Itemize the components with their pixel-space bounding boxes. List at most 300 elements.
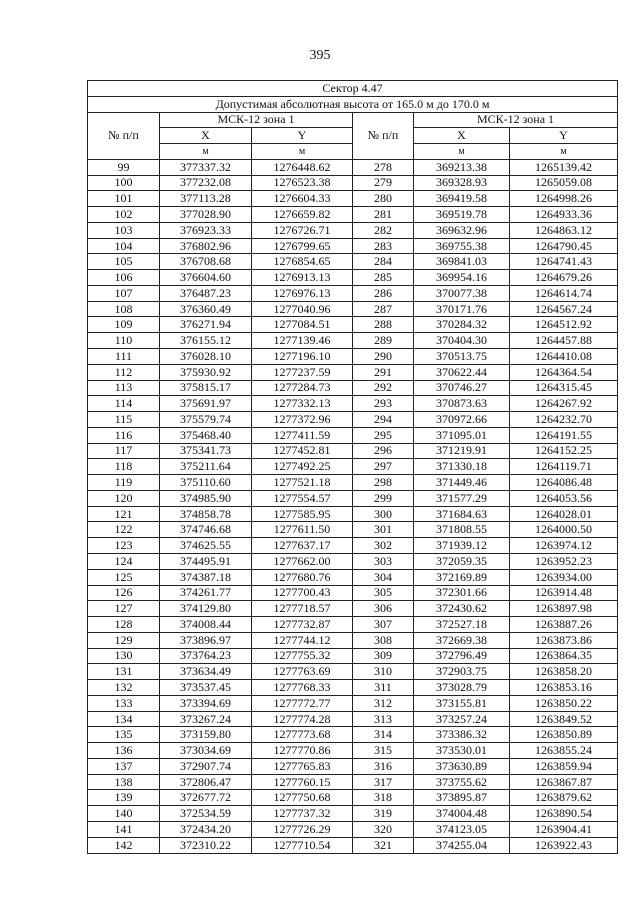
y-value-left: 1277084.51 xyxy=(252,317,353,333)
y-value-left: 1277744.12 xyxy=(252,632,353,648)
y-value-right: 1263952.23 xyxy=(510,553,618,569)
x-value-left: 374746.68 xyxy=(160,522,252,538)
y-value-left: 1276976.13 xyxy=(252,285,353,301)
x-value-left: 376487.23 xyxy=(160,285,252,301)
table-row xyxy=(88,317,618,333)
point-number-left: 135 xyxy=(88,727,160,743)
x-value-right: 372059.35 xyxy=(414,553,510,569)
y-value-left: 1277411.59 xyxy=(252,427,353,443)
x-value-left: 372434.20 xyxy=(160,821,252,837)
unit-x-right: м xyxy=(414,144,510,160)
point-number-right: 298 xyxy=(353,475,414,491)
point-number-left: 118 xyxy=(88,459,160,475)
point-number-left: 103 xyxy=(88,222,160,238)
unit-y-right: м xyxy=(510,144,618,160)
point-number-left: 129 xyxy=(88,632,160,648)
point-number-left: 99 xyxy=(88,159,160,175)
num-header-right: № п/п xyxy=(353,112,414,159)
y-value-right: 1264790.45 xyxy=(510,238,618,254)
y-value-right: 1263853.16 xyxy=(510,680,618,696)
x-value-right: 373028.79 xyxy=(414,680,510,696)
x-header-left: X xyxy=(160,128,252,144)
system-header-left: МСК-12 зона 1 xyxy=(160,112,353,128)
x-value-left: 376923.33 xyxy=(160,222,252,238)
point-number-left: 112 xyxy=(88,364,160,380)
table-row xyxy=(88,617,618,633)
x-header-right: X xyxy=(414,128,510,144)
y-value-left: 1277750.68 xyxy=(252,790,353,806)
point-number-right: 306 xyxy=(353,601,414,617)
table-row xyxy=(88,490,618,506)
x-value-right: 373257.24 xyxy=(414,711,510,727)
y-value-left: 1277492.25 xyxy=(252,459,353,475)
x-value-left: 375691.97 xyxy=(160,396,252,412)
y-header-right: Y xyxy=(510,128,618,144)
y-value-right: 1263934.00 xyxy=(510,569,618,585)
table-row xyxy=(88,522,618,538)
point-number-left: 109 xyxy=(88,317,160,333)
point-number-left: 138 xyxy=(88,774,160,790)
point-number-right: 319 xyxy=(353,806,414,822)
x-value-left: 377232.08 xyxy=(160,175,252,191)
x-value-left: 372907.74 xyxy=(160,758,252,774)
point-number-left: 111 xyxy=(88,349,160,365)
point-number-left: 106 xyxy=(88,270,160,286)
point-number-left: 130 xyxy=(88,648,160,664)
y-value-right: 1264053.56 xyxy=(510,490,618,506)
x-value-left: 375930.92 xyxy=(160,364,252,380)
y-value-right: 1265059.08 xyxy=(510,175,618,191)
y-value-right: 1263922.43 xyxy=(510,837,618,853)
table-row xyxy=(88,648,618,664)
x-value-left: 374387.18 xyxy=(160,569,252,585)
point-number-right: 288 xyxy=(353,317,414,333)
y-value-right: 1263974.12 xyxy=(510,538,618,554)
y-value-right: 1263904.41 xyxy=(510,821,618,837)
table-row xyxy=(88,758,618,774)
y-value-right: 1263914.48 xyxy=(510,585,618,601)
point-number-right: 292 xyxy=(353,380,414,396)
point-number-left: 114 xyxy=(88,396,160,412)
x-value-left: 374985.90 xyxy=(160,490,252,506)
y-value-left: 1277680.76 xyxy=(252,569,353,585)
point-number-left: 128 xyxy=(88,617,160,633)
point-number-right: 289 xyxy=(353,333,414,349)
y-value-right: 1263864.35 xyxy=(510,648,618,664)
point-number-right: 297 xyxy=(353,459,414,475)
point-number-right: 314 xyxy=(353,727,414,743)
point-number-right: 283 xyxy=(353,238,414,254)
y-value-right: 1264614.74 xyxy=(510,285,618,301)
point-number-right: 312 xyxy=(353,695,414,711)
x-value-left: 374495.91 xyxy=(160,553,252,569)
x-value-right: 371219.91 xyxy=(414,443,510,459)
x-value-left: 372677.72 xyxy=(160,790,252,806)
table-row xyxy=(88,396,618,412)
point-number-left: 131 xyxy=(88,664,160,680)
table-row xyxy=(88,443,618,459)
x-value-left: 377337.32 xyxy=(160,159,252,175)
table-row xyxy=(88,191,618,207)
y-value-left: 1276799.65 xyxy=(252,238,353,254)
y-value-left: 1277700.43 xyxy=(252,585,353,601)
x-value-right: 373895.87 xyxy=(414,790,510,806)
y-value-left: 1277237.59 xyxy=(252,364,353,380)
table-row xyxy=(88,538,618,554)
y-value-left: 1277726.29 xyxy=(252,821,353,837)
point-number-right: 320 xyxy=(353,821,414,837)
y-value-right: 1264998.26 xyxy=(510,191,618,207)
page-number: 395 xyxy=(309,48,331,63)
point-number-right: 318 xyxy=(353,790,414,806)
table-row xyxy=(88,711,618,727)
point-number-left: 105 xyxy=(88,254,160,270)
point-number-right: 280 xyxy=(353,191,414,207)
table-row xyxy=(88,790,618,806)
point-number-right: 295 xyxy=(353,427,414,443)
x-value-left: 373896.97 xyxy=(160,632,252,648)
y-value-left: 1276659.82 xyxy=(252,207,353,223)
x-value-left: 374008.44 xyxy=(160,617,252,633)
y-value-left: 1277772.77 xyxy=(252,695,353,711)
point-number-right: 303 xyxy=(353,553,414,569)
point-number-right: 305 xyxy=(353,585,414,601)
x-value-left: 376028.10 xyxy=(160,349,252,365)
point-number-left: 126 xyxy=(88,585,160,601)
x-value-right: 373386.32 xyxy=(414,727,510,743)
table-row xyxy=(88,601,618,617)
point-number-right: 287 xyxy=(353,301,414,317)
y-value-left: 1277768.33 xyxy=(252,680,353,696)
x-value-left: 373634.49 xyxy=(160,664,252,680)
y-value-left: 1277332.13 xyxy=(252,396,353,412)
table-row xyxy=(88,333,618,349)
y-value-left: 1277774.28 xyxy=(252,711,353,727)
y-value-right: 1263850.89 xyxy=(510,727,618,743)
y-value-right: 1263859.94 xyxy=(510,758,618,774)
point-number-right: 281 xyxy=(353,207,414,223)
table-row xyxy=(88,585,618,601)
table-row xyxy=(88,553,618,569)
point-number-left: 132 xyxy=(88,680,160,696)
point-number-right: 299 xyxy=(353,490,414,506)
table-row xyxy=(88,270,618,286)
x-value-left: 376155.12 xyxy=(160,333,252,349)
x-value-right: 370873.63 xyxy=(414,396,510,412)
y-value-right: 1264741.43 xyxy=(510,254,618,270)
point-number-left: 140 xyxy=(88,806,160,822)
point-number-left: 133 xyxy=(88,695,160,711)
point-number-right: 308 xyxy=(353,632,414,648)
x-value-left: 373394.69 xyxy=(160,695,252,711)
sector-title: Сектор 4.47 xyxy=(88,81,618,97)
x-value-left: 375110.60 xyxy=(160,475,252,491)
x-value-left: 375468.40 xyxy=(160,427,252,443)
x-value-right: 371684.63 xyxy=(414,506,510,522)
point-number-right: 278 xyxy=(353,159,414,175)
x-value-right: 369328.93 xyxy=(414,175,510,191)
system-header-right: МСК-12 зона 1 xyxy=(414,112,618,128)
x-value-left: 373764.23 xyxy=(160,648,252,664)
point-number-left: 116 xyxy=(88,427,160,443)
x-value-right: 370284.32 xyxy=(414,317,510,333)
x-value-left: 372534.59 xyxy=(160,806,252,822)
point-number-left: 142 xyxy=(88,837,160,853)
x-value-left: 375815.17 xyxy=(160,380,252,396)
point-number-right: 290 xyxy=(353,349,414,365)
x-value-right: 373755.62 xyxy=(414,774,510,790)
table-row xyxy=(88,238,618,254)
x-value-left: 377113.28 xyxy=(160,191,252,207)
point-number-right: 291 xyxy=(353,364,414,380)
y-value-right: 1264152.25 xyxy=(510,443,618,459)
point-number-left: 134 xyxy=(88,711,160,727)
point-number-right: 285 xyxy=(353,270,414,286)
table-row xyxy=(88,207,618,223)
x-value-left: 373034.69 xyxy=(160,743,252,759)
x-value-right: 372669.38 xyxy=(414,632,510,648)
point-number-right: 284 xyxy=(353,254,414,270)
y-value-right: 1264457.88 xyxy=(510,333,618,349)
y-value-left: 1277718.57 xyxy=(252,601,353,617)
x-value-left: 376360.49 xyxy=(160,301,252,317)
x-value-left: 373159.80 xyxy=(160,727,252,743)
point-number-right: 307 xyxy=(353,617,414,633)
y-value-left: 1277737.32 xyxy=(252,806,353,822)
table-row xyxy=(88,427,618,443)
table-row xyxy=(88,159,618,175)
point-number-left: 117 xyxy=(88,443,160,459)
y-value-left: 1277770.86 xyxy=(252,743,353,759)
num-header-left: № п/п xyxy=(88,112,160,159)
x-value-left: 375341.73 xyxy=(160,443,252,459)
x-value-right: 369519.78 xyxy=(414,207,510,223)
x-value-left: 374261.77 xyxy=(160,585,252,601)
y-value-left: 1276448.62 xyxy=(252,159,353,175)
y-value-right: 1263858.20 xyxy=(510,664,618,680)
coordinates-table xyxy=(87,80,618,854)
x-value-left: 375579.74 xyxy=(160,412,252,428)
y-value-left: 1277773.68 xyxy=(252,727,353,743)
point-number-left: 110 xyxy=(88,333,160,349)
point-number-right: 282 xyxy=(353,222,414,238)
x-value-right: 372527.18 xyxy=(414,617,510,633)
table-row xyxy=(88,632,618,648)
y-value-right: 1263879.62 xyxy=(510,790,618,806)
y-value-right: 1264086.48 xyxy=(510,475,618,491)
y-value-left: 1277284.73 xyxy=(252,380,353,396)
y-value-right: 1264315.45 xyxy=(510,380,618,396)
table-row xyxy=(88,412,618,428)
y-value-left: 1277760.15 xyxy=(252,774,353,790)
y-value-right: 1263890.54 xyxy=(510,806,618,822)
table-row xyxy=(88,301,618,317)
y-value-left: 1277040.96 xyxy=(252,301,353,317)
x-value-right: 369841.03 xyxy=(414,254,510,270)
point-number-right: 311 xyxy=(353,680,414,696)
point-number-right: 304 xyxy=(353,569,414,585)
x-value-right: 370622.44 xyxy=(414,364,510,380)
y-value-right: 1263897.98 xyxy=(510,601,618,617)
y-value-left: 1277611.50 xyxy=(252,522,353,538)
x-value-left: 374129.80 xyxy=(160,601,252,617)
y-value-left: 1277196.10 xyxy=(252,349,353,365)
table-row xyxy=(88,837,618,853)
x-value-right: 370404.30 xyxy=(414,333,510,349)
y-value-right: 1264232.70 xyxy=(510,412,618,428)
point-number-right: 279 xyxy=(353,175,414,191)
y-value-left: 1277732.87 xyxy=(252,617,353,633)
x-value-right: 372430.62 xyxy=(414,601,510,617)
y-value-left: 1277372.96 xyxy=(252,412,353,428)
point-number-left: 137 xyxy=(88,758,160,774)
table-row xyxy=(88,821,618,837)
point-number-right: 293 xyxy=(353,396,414,412)
x-value-right: 371577.29 xyxy=(414,490,510,506)
table-row xyxy=(88,680,618,696)
table-row xyxy=(88,175,618,191)
x-value-left: 374858.78 xyxy=(160,506,252,522)
x-value-left: 374625.55 xyxy=(160,538,252,554)
table-row xyxy=(88,806,618,822)
y-value-left: 1277139.46 xyxy=(252,333,353,349)
x-value-right: 373630.89 xyxy=(414,758,510,774)
y-value-right: 1264863.12 xyxy=(510,222,618,238)
point-number-right: 317 xyxy=(353,774,414,790)
x-value-right: 370077.38 xyxy=(414,285,510,301)
point-number-left: 101 xyxy=(88,191,160,207)
table-row xyxy=(88,774,618,790)
table-row xyxy=(88,364,618,380)
x-value-right: 371095.01 xyxy=(414,427,510,443)
x-value-right: 372903.75 xyxy=(414,664,510,680)
table-row xyxy=(88,349,618,365)
x-value-right: 374255.04 xyxy=(414,837,510,853)
x-value-right: 370171.76 xyxy=(414,301,510,317)
point-number-left: 136 xyxy=(88,743,160,759)
y-value-left: 1276523.38 xyxy=(252,175,353,191)
point-number-right: 302 xyxy=(353,538,414,554)
y-value-left: 1277452.81 xyxy=(252,443,353,459)
y-value-right: 1264000.50 xyxy=(510,522,618,538)
y-value-right: 1263850.22 xyxy=(510,695,618,711)
point-number-right: 315 xyxy=(353,743,414,759)
y-value-right: 1264567.24 xyxy=(510,301,618,317)
y-header-left: Y xyxy=(252,128,353,144)
point-number-left: 139 xyxy=(88,790,160,806)
table-row xyxy=(88,222,618,238)
x-value-right: 371449.46 xyxy=(414,475,510,491)
x-value-right: 374123.05 xyxy=(414,821,510,837)
point-number-right: 310 xyxy=(353,664,414,680)
x-value-left: 376708.68 xyxy=(160,254,252,270)
x-value-left: 372310.22 xyxy=(160,837,252,853)
x-value-right: 371939.12 xyxy=(414,538,510,554)
point-number-left: 141 xyxy=(88,821,160,837)
y-value-left: 1277765.83 xyxy=(252,758,353,774)
point-number-left: 125 xyxy=(88,569,160,585)
table-row xyxy=(88,506,618,522)
table-row xyxy=(88,285,618,301)
x-value-left: 377028.90 xyxy=(160,207,252,223)
point-number-left: 102 xyxy=(88,207,160,223)
coordinates-rows xyxy=(88,159,618,853)
y-value-right: 1264933.36 xyxy=(510,207,618,223)
y-value-right: 1264191.55 xyxy=(510,427,618,443)
x-value-right: 369755.38 xyxy=(414,238,510,254)
point-number-left: 100 xyxy=(88,175,160,191)
y-value-left: 1277554.57 xyxy=(252,490,353,506)
point-number-right: 296 xyxy=(353,443,414,459)
y-value-left: 1277710.54 xyxy=(252,837,353,853)
point-number-right: 316 xyxy=(353,758,414,774)
point-number-right: 301 xyxy=(353,522,414,538)
point-number-right: 294 xyxy=(353,412,414,428)
point-number-left: 121 xyxy=(88,506,160,522)
point-number-right: 286 xyxy=(353,285,414,301)
x-value-right: 373155.81 xyxy=(414,695,510,711)
point-number-left: 113 xyxy=(88,380,160,396)
y-value-right: 1264679.26 xyxy=(510,270,618,286)
point-number-right: 300 xyxy=(353,506,414,522)
x-value-right: 370513.75 xyxy=(414,349,510,365)
unit-x-left: м xyxy=(160,144,252,160)
y-value-right: 1263855.24 xyxy=(510,743,618,759)
table-row xyxy=(88,743,618,759)
x-value-right: 370972.66 xyxy=(414,412,510,428)
x-value-right: 369419.58 xyxy=(414,191,510,207)
y-value-right: 1263873.86 xyxy=(510,632,618,648)
point-number-left: 127 xyxy=(88,601,160,617)
table-row xyxy=(88,695,618,711)
point-number-left: 107 xyxy=(88,285,160,301)
point-number-left: 122 xyxy=(88,522,160,538)
height-range: Допустимая абсолютная высота от 165.0 м до 170.0 м xyxy=(88,96,618,112)
y-value-left: 1277521.18 xyxy=(252,475,353,491)
point-number-left: 123 xyxy=(88,538,160,554)
y-value-right: 1264028.01 xyxy=(510,506,618,522)
y-value-right: 1263887.26 xyxy=(510,617,618,633)
point-number-left: 115 xyxy=(88,412,160,428)
x-value-left: 376802.96 xyxy=(160,238,252,254)
y-value-right: 1264410.08 xyxy=(510,349,618,365)
x-value-left: 372806.47 xyxy=(160,774,252,790)
y-value-left: 1276854.65 xyxy=(252,254,353,270)
table-row xyxy=(88,380,618,396)
table-row xyxy=(88,664,618,680)
y-value-left: 1277585.95 xyxy=(252,506,353,522)
x-value-right: 369213.38 xyxy=(414,159,510,175)
x-value-left: 376271.94 xyxy=(160,317,252,333)
point-number-left: 104 xyxy=(88,238,160,254)
x-value-left: 373537.45 xyxy=(160,680,252,696)
y-value-right: 1264364.54 xyxy=(510,364,618,380)
x-value-right: 369632.96 xyxy=(414,222,510,238)
x-value-right: 369954.16 xyxy=(414,270,510,286)
y-value-right: 1263849.52 xyxy=(510,711,618,727)
x-value-left: 376604.60 xyxy=(160,270,252,286)
x-value-right: 372169.89 xyxy=(414,569,510,585)
table-row xyxy=(88,475,618,491)
table-row xyxy=(88,727,618,743)
y-value-right: 1264267.92 xyxy=(510,396,618,412)
x-value-right: 371808.55 xyxy=(414,522,510,538)
y-value-right: 1264512.92 xyxy=(510,317,618,333)
point-number-left: 108 xyxy=(88,301,160,317)
point-number-left: 124 xyxy=(88,553,160,569)
y-value-right: 1265139.42 xyxy=(510,159,618,175)
y-value-left: 1277763.69 xyxy=(252,664,353,680)
